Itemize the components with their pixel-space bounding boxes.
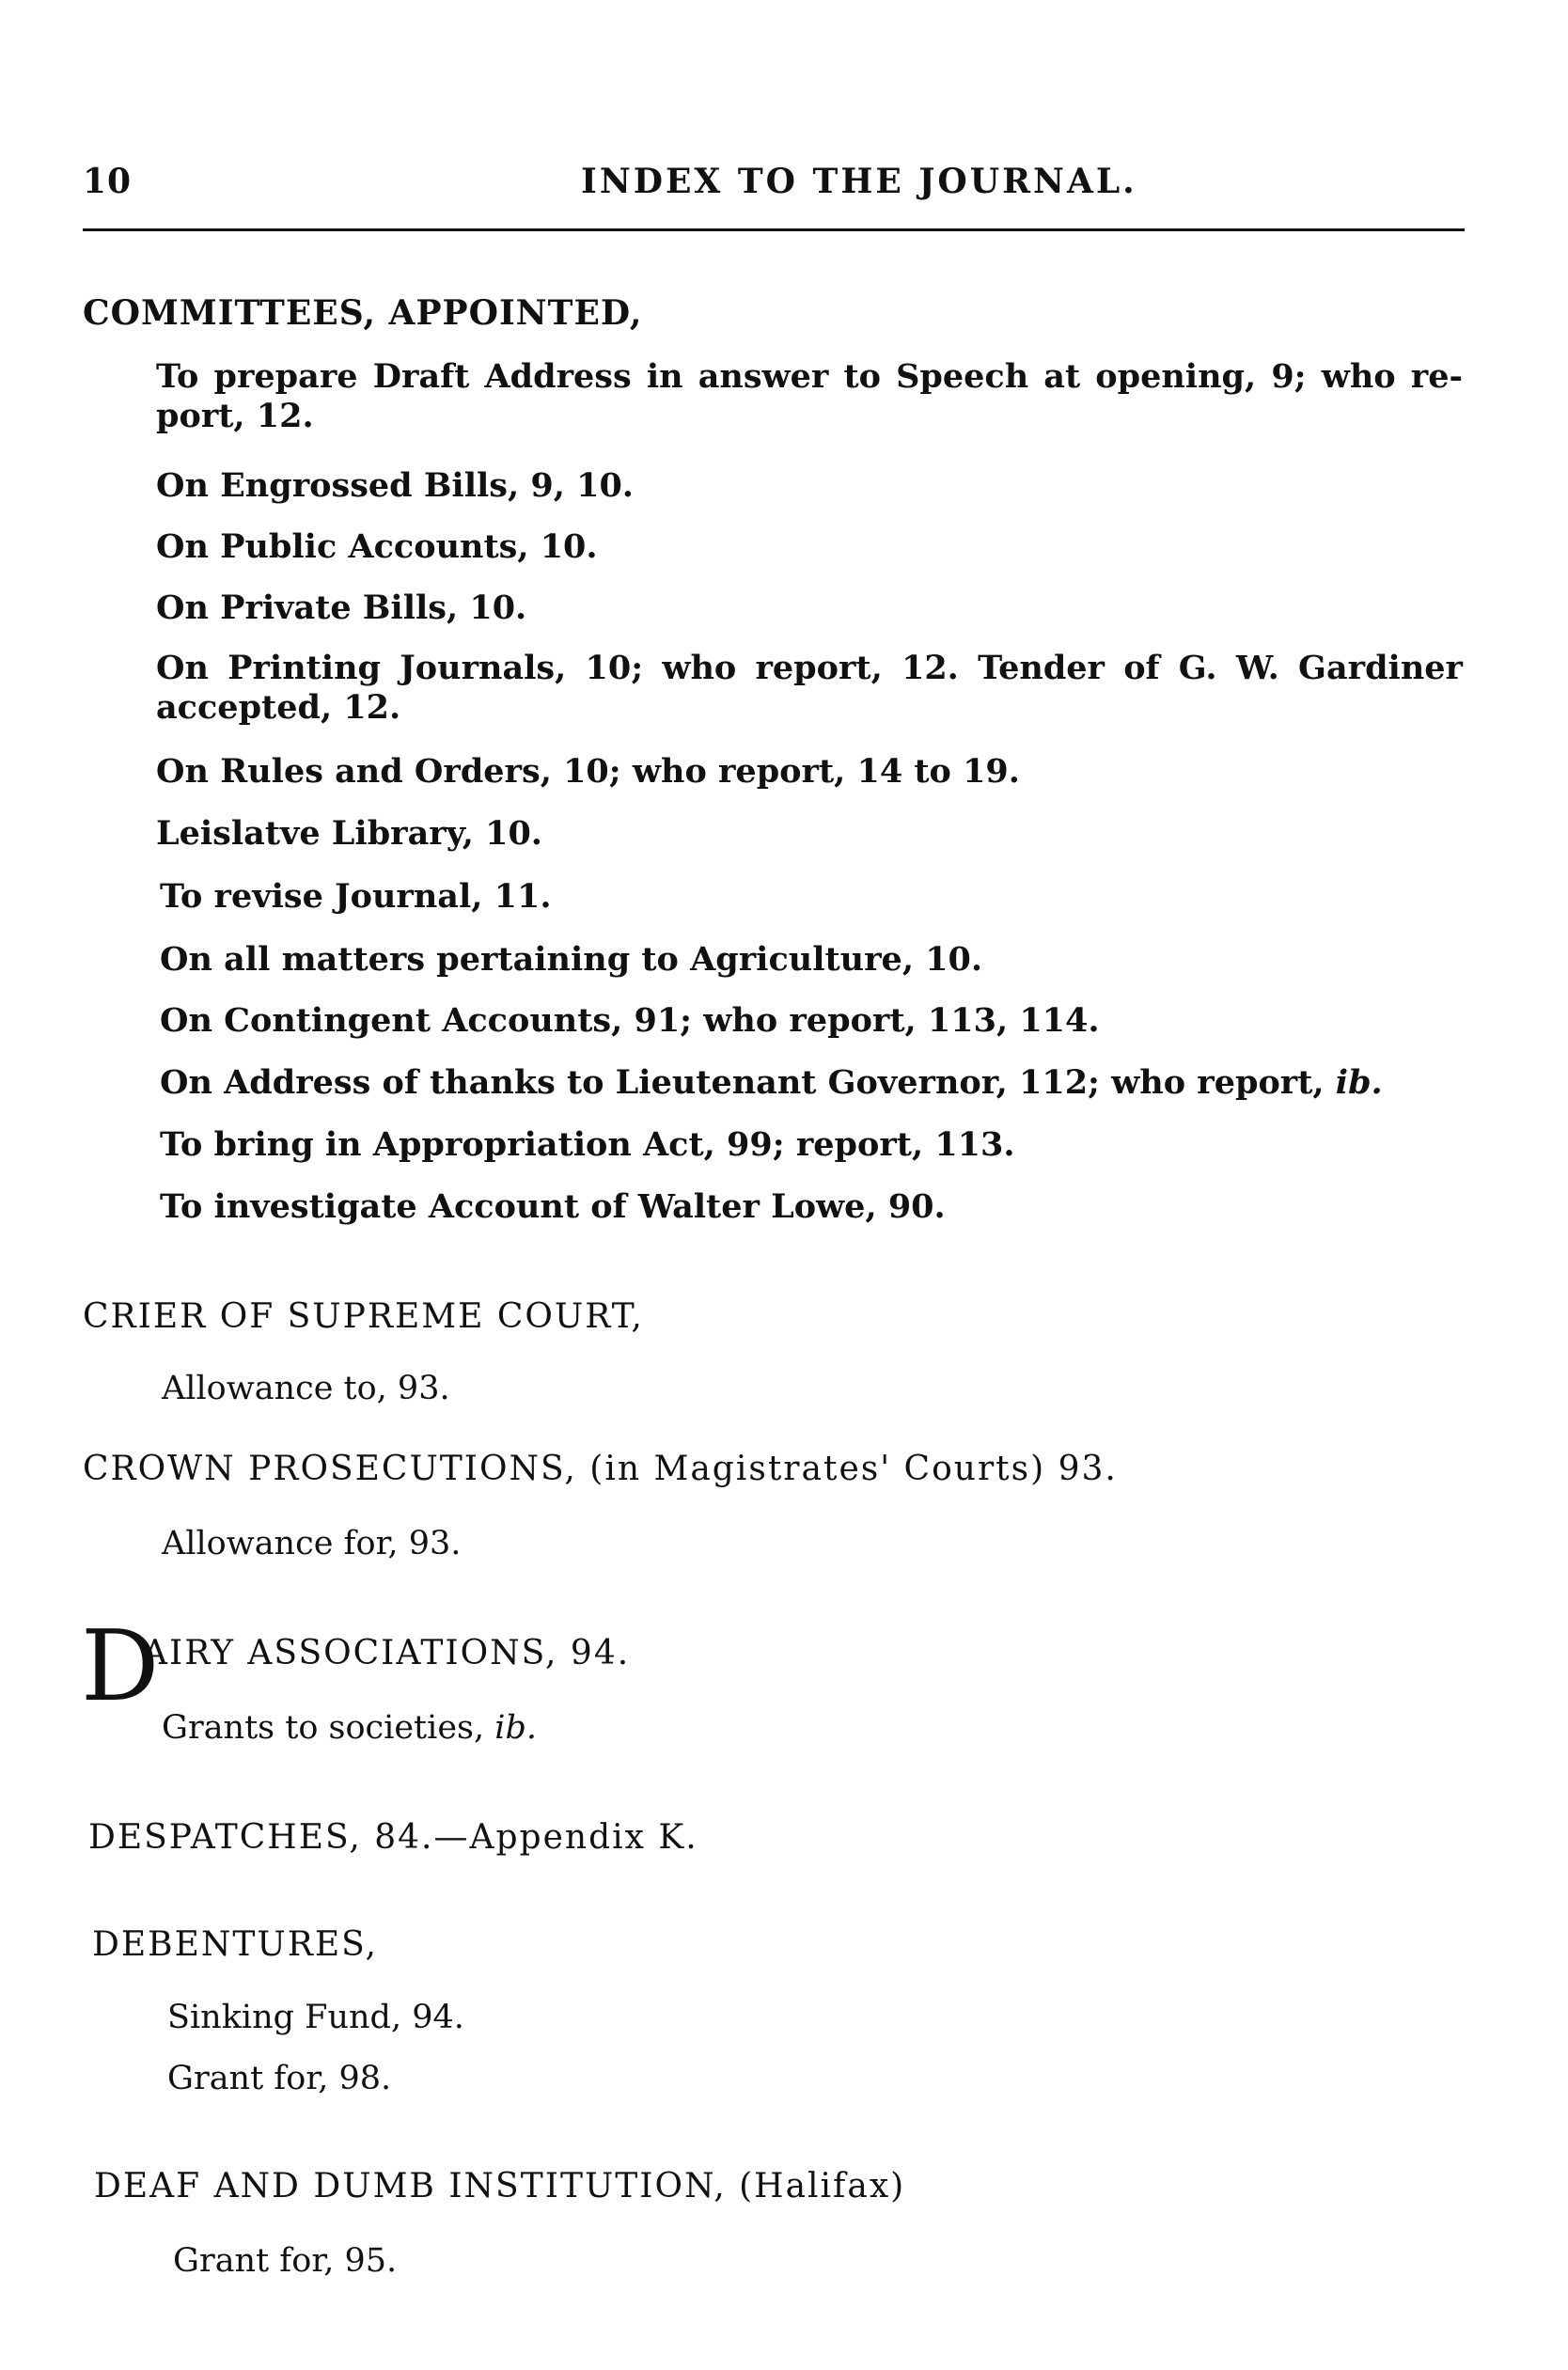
page-header xyxy=(83,162,1465,218)
crown-prosecutions-item: Allowance for, 93. xyxy=(162,1525,462,1562)
page-number: 10 xyxy=(83,162,133,201)
entry-heading-despatches: DESPATCHES, 84.—Appendix K. xyxy=(88,1818,698,1857)
committee-item: On Engrossed Bills, 9, 10. xyxy=(156,466,634,505)
committee-item: On all matters pertaining to Agriculture, 10. xyxy=(160,940,983,979)
entry-heading-debentures: DEBENTURES, xyxy=(92,1925,378,1964)
committee-item: On Contingent Accounts, 91; who report, 113, 114. xyxy=(160,1001,1100,1040)
ibid-reference: ib. xyxy=(494,1709,537,1747)
dairy-item-text: Grants to societies, xyxy=(162,1709,495,1747)
committee-item: To prepare Draft Address in answer to Speech at opening, 9; who re- port, 12. xyxy=(156,357,1463,435)
ibid-reference: ib. xyxy=(1335,1063,1383,1102)
dairy-item xyxy=(162,1709,537,1747)
debentures-item: Grant for, 98. xyxy=(167,2060,392,2097)
running-title: INDEX TO THE JOURNAL. xyxy=(581,162,1137,201)
committee-item: To investigate Account of Walter Lowe, 90. xyxy=(160,1187,946,1226)
crier-item: Allowance to, 93. xyxy=(162,1370,450,1407)
entry-heading-deaf-dumb: DEAF AND DUMB INSTITUTION, (Halifax) xyxy=(94,2167,906,2205)
debentures-item: Sinking Fund, 94. xyxy=(167,1999,464,2036)
committee-item: Leislatve Library, 10. xyxy=(156,814,542,853)
entry-heading-committees: COMMITTEES, APPOINTED, xyxy=(83,293,643,333)
committee-item: On Private Bills, 10. xyxy=(156,589,527,627)
committee-item: On Printing Journals, 10; who report, 12. Tender of G. W. Gardiner accepted, 12. xyxy=(156,649,1463,727)
committee-item: To bring in Appropriation Act, 99; report, 113. xyxy=(160,1125,1015,1164)
committee-item: To revise Journal, 11. xyxy=(160,877,552,916)
committee-item: On Public Accounts, 10. xyxy=(156,527,598,566)
committee-item: On Rules and Orders, 10; who report, 14 to 19. xyxy=(156,752,1020,791)
committee-item-text: On Address of thanks to Lieutenant Governor, 112; who report, xyxy=(160,1063,1336,1102)
drop-cap: D xyxy=(81,1609,160,1723)
header-rule xyxy=(83,228,1465,231)
entry-heading-dairy: AIRY ASSOCIATIONS, 94. xyxy=(143,1634,631,1672)
deaf-dumb-item: Grant for, 95. xyxy=(173,2242,398,2280)
entry-heading-crown-prosecutions: CROWN PROSECUTIONS, (in Magistrates' Courts) 93. xyxy=(83,1450,1118,1488)
entry-heading-crier: CRIER OF SUPREME COURT, xyxy=(83,1297,644,1336)
committee-item xyxy=(160,1063,1383,1102)
